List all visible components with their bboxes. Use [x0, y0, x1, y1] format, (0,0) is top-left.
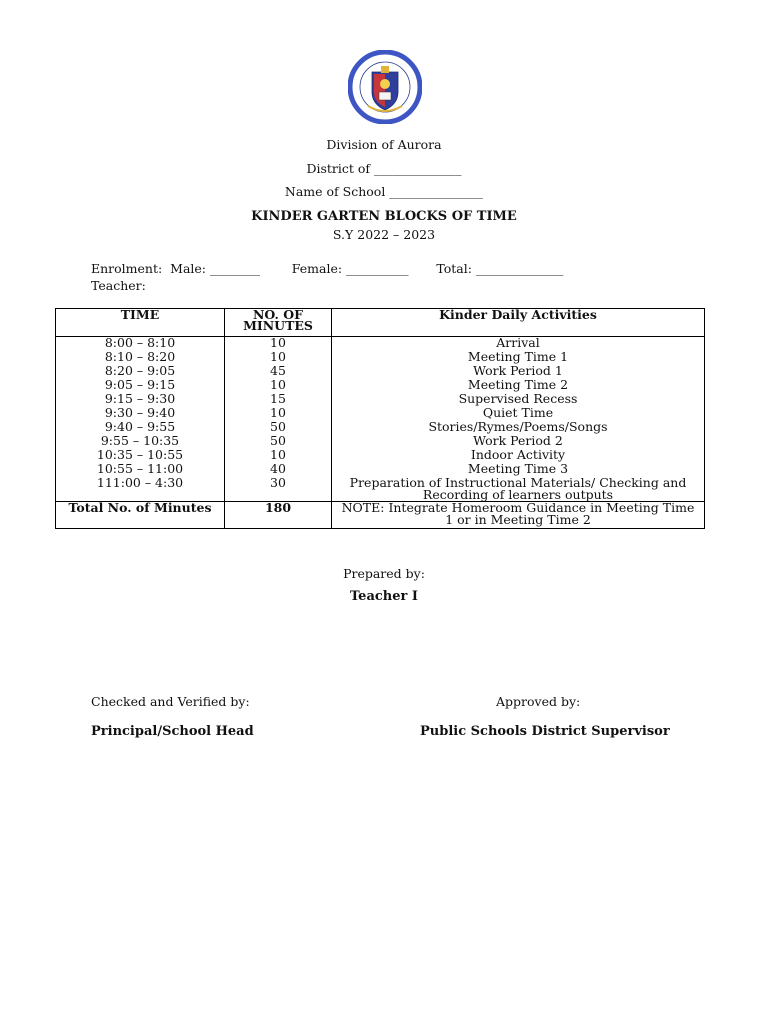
time-cell: 9:40 – 9:55: [56, 421, 225, 435]
total-minutes: 180: [225, 502, 332, 529]
total-label: Total No. of Minutes: [56, 502, 225, 529]
activity-cell: Work Period 2: [332, 435, 705, 449]
minutes-cell: 10: [225, 407, 332, 421]
prepared-by-label: Prepared by:: [343, 566, 425, 581]
activity-cell: Supervised Recess: [332, 393, 705, 407]
time-cell: 8:10 – 8:20: [56, 351, 225, 365]
time-cell: 9:05 – 9:15: [56, 379, 225, 393]
division-text: Division of Aurora: [326, 137, 442, 152]
minutes-cell: 10: [225, 351, 332, 365]
blocks-of-time-table: [55, 308, 705, 529]
checked-by-name: Principal/School Head: [91, 724, 254, 739]
minutes-cell: 40: [225, 463, 332, 477]
activity-cell: Quiet Time: [332, 407, 705, 421]
time-cell: 111:00 – 4:30: [56, 477, 225, 502]
activity-cell: Preparation of Instructional Materials/ Checking and Recording of learners outputs: [332, 477, 705, 502]
total-note: NOTE: Integrate Homeroom Guidance in Meeting Time 1 or in Meeting Time 2: [332, 502, 705, 529]
minutes-cell: 10: [225, 379, 332, 393]
header-activities: Kinder Daily Activities: [332, 309, 705, 337]
minutes-cell: 15: [225, 393, 332, 407]
time-cell: 10:55 – 11:00: [56, 463, 225, 477]
time-cell: 9:55 – 10:35: [56, 435, 225, 449]
activity-cell: Arrival: [332, 337, 705, 352]
district-field: District of ______________: [306, 161, 462, 176]
time-cell: 9:15 – 9:30: [56, 393, 225, 407]
minutes-cell: 45: [225, 365, 332, 379]
time-cell: 8:20 – 9:05: [56, 365, 225, 379]
minutes-cell: 30: [225, 477, 332, 502]
minutes-cell: 50: [225, 421, 332, 435]
approved-by-label: Approved by:: [496, 694, 581, 709]
minutes-cell: 10: [225, 449, 332, 463]
checked-by-label: Checked and Verified by:: [91, 694, 250, 709]
activity-cell: Stories/Rymes/Poems/Songs: [332, 421, 705, 435]
time-cell: 8:00 – 8:10: [56, 337, 225, 352]
table-row: [56, 477, 705, 502]
teacher-label: Teacher:: [91, 278, 146, 293]
approved-by-name: Public Schools District Supervisor: [420, 724, 670, 739]
header-minutes: NO. OF MINUTES: [225, 309, 332, 337]
activity-cell: Work Period 1: [332, 365, 705, 379]
activity-cell: Indoor Activity: [332, 449, 705, 463]
school-name-field: Name of School _______________: [284, 184, 484, 199]
activity-cell: Meeting Time 2: [332, 379, 705, 393]
prepared-by-name: Teacher I: [350, 589, 418, 604]
time-cell: 9:30 – 9:40: [56, 407, 225, 421]
enrolment-line: Enrolment: Male: ________ Female: __________ Total: ______________: [91, 261, 564, 276]
total-row: [56, 502, 705, 529]
school-year: S.Y 2022 – 2023: [332, 227, 436, 242]
time-cell: 10:35 – 10:55: [56, 449, 225, 463]
deped-seal-icon: [348, 50, 422, 124]
minutes-cell: 50: [225, 435, 332, 449]
header-time: TIME: [56, 309, 225, 337]
activity-cell: Meeting Time 3: [332, 463, 705, 477]
minutes-cell: 10: [225, 337, 332, 352]
document-title: KINDER GARTEN BLOCKS OF TIME: [251, 209, 517, 224]
table-header-row: [56, 309, 705, 337]
activity-cell: Meeting Time 1: [332, 351, 705, 365]
